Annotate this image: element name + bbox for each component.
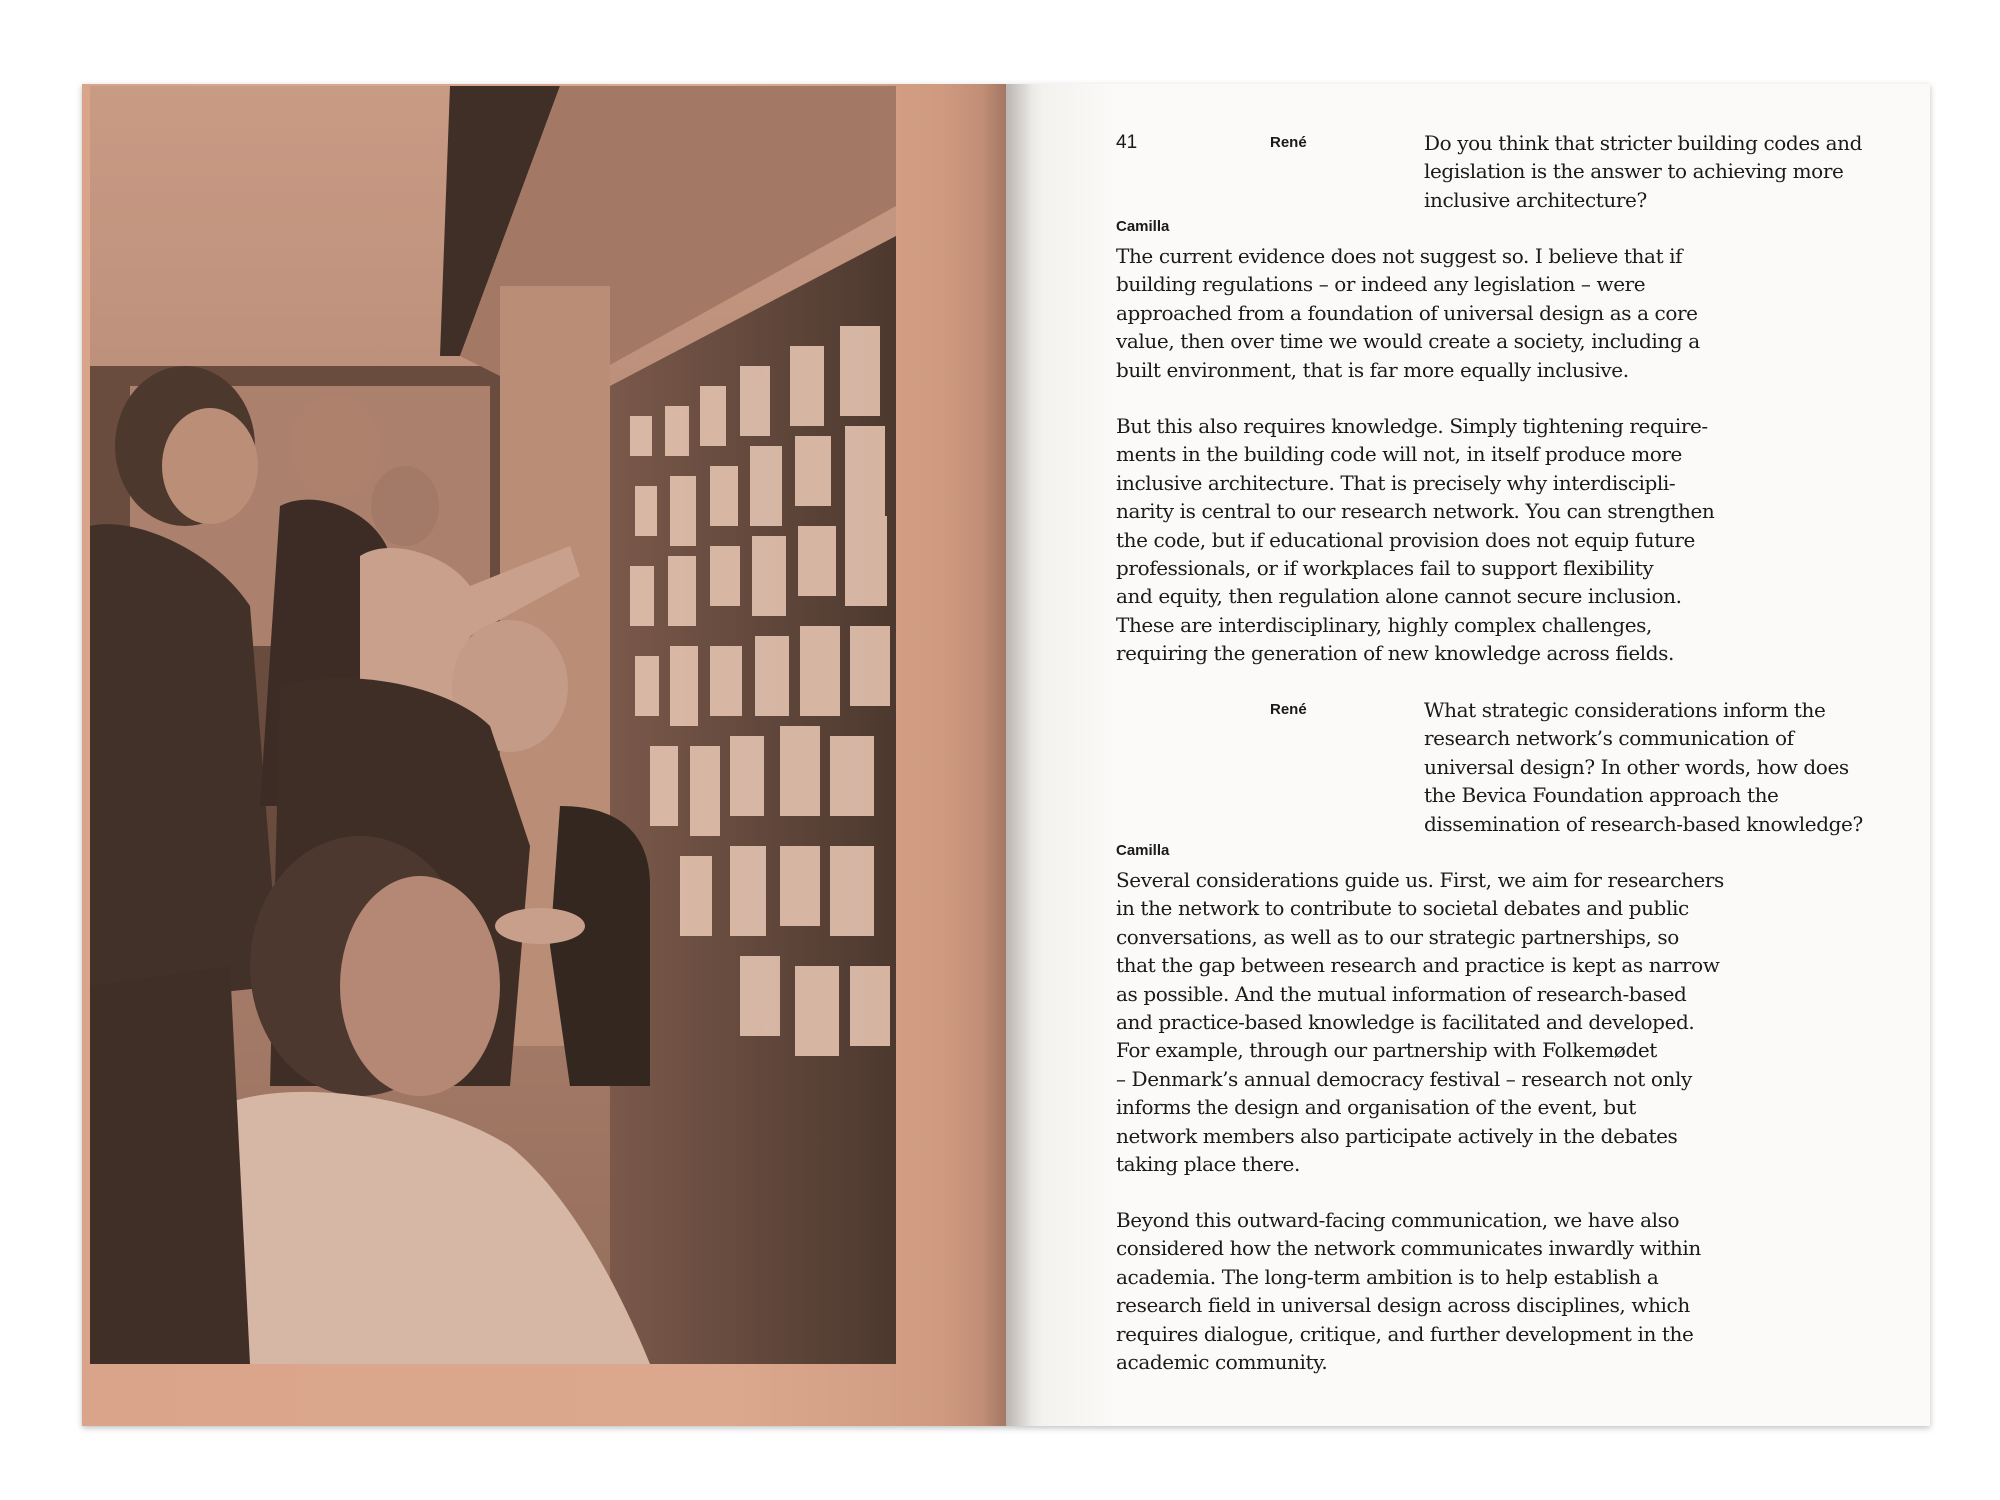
workshop-photo [90, 86, 896, 1364]
speaker-label-camilla: Camilla [1116, 218, 1170, 235]
speaker-label-rene: René [1270, 701, 1307, 718]
photo-of-people-at-sticky-note-wall-icon [90, 86, 896, 1364]
answer-1-paragraph-1: The current evidence does not suggest so. I believe that if building regulations – or indeed any legislation – were approached from a foundation of universal design as a core value, then over time we would create a society, including a built environment, that is far more equally inclusive. [1116, 244, 1700, 382]
page-number: 41 [1116, 132, 1138, 153]
answer-1-paragraph-2: But this also requires knowledge. Simply tightening require- ments in the building code will not, in itself produce more inclusive architecture. That is precisely why interdiscipli- narity is central to our research network. You can strengthen the code, but if educational provision does not equip future professionals, or if workplaces fail to support flexibility and equity, then regulation alone cannot secure inclusion. These are interdisciplinary, highly complex challenges, requiring the generation of new knowledge across fields. [1116, 414, 1715, 666]
speaker-label-rene: René [1270, 134, 1307, 151]
question-1: Do you think that stricter building codes and legislation is the answer to achieving more inclusive architecture? [1424, 131, 1862, 212]
speaker-label-camilla: Camilla [1116, 842, 1170, 859]
left-page [82, 84, 1006, 1426]
answer-2-paragraph-1: Several considerations guide us. First, we aim for researchers in the network to contribute to societal debates and public conversations, as well as to our strategic partnerships, so that the gap between research and practice is kept as narrow as possible. And the mutual information of research-based and practice-based knowledge is facilitated and developed. For example, through our partnership with Folkemødet – Denmark’s annual democracy festival – research not only informs the design and organisation of the event, but network members also participate actively in the debates taking place there. [1116, 868, 1724, 1177]
gutter-shadow [982, 84, 1032, 1426]
answer-2-paragraph-2: Beyond this outward-facing communication, we have also considered how the network communicates inwardly within academia. The long-term ambition is to help establish a research field in universal design across disciplines, which requires dialogue, critique, and further development in the academic community. [1116, 1208, 1701, 1375]
question-2: What strategic considerations inform the research network’s communication of universal design? In other words, how does the Bevica Foundation approach the dissemination of research-based knowledge? [1424, 698, 1863, 836]
